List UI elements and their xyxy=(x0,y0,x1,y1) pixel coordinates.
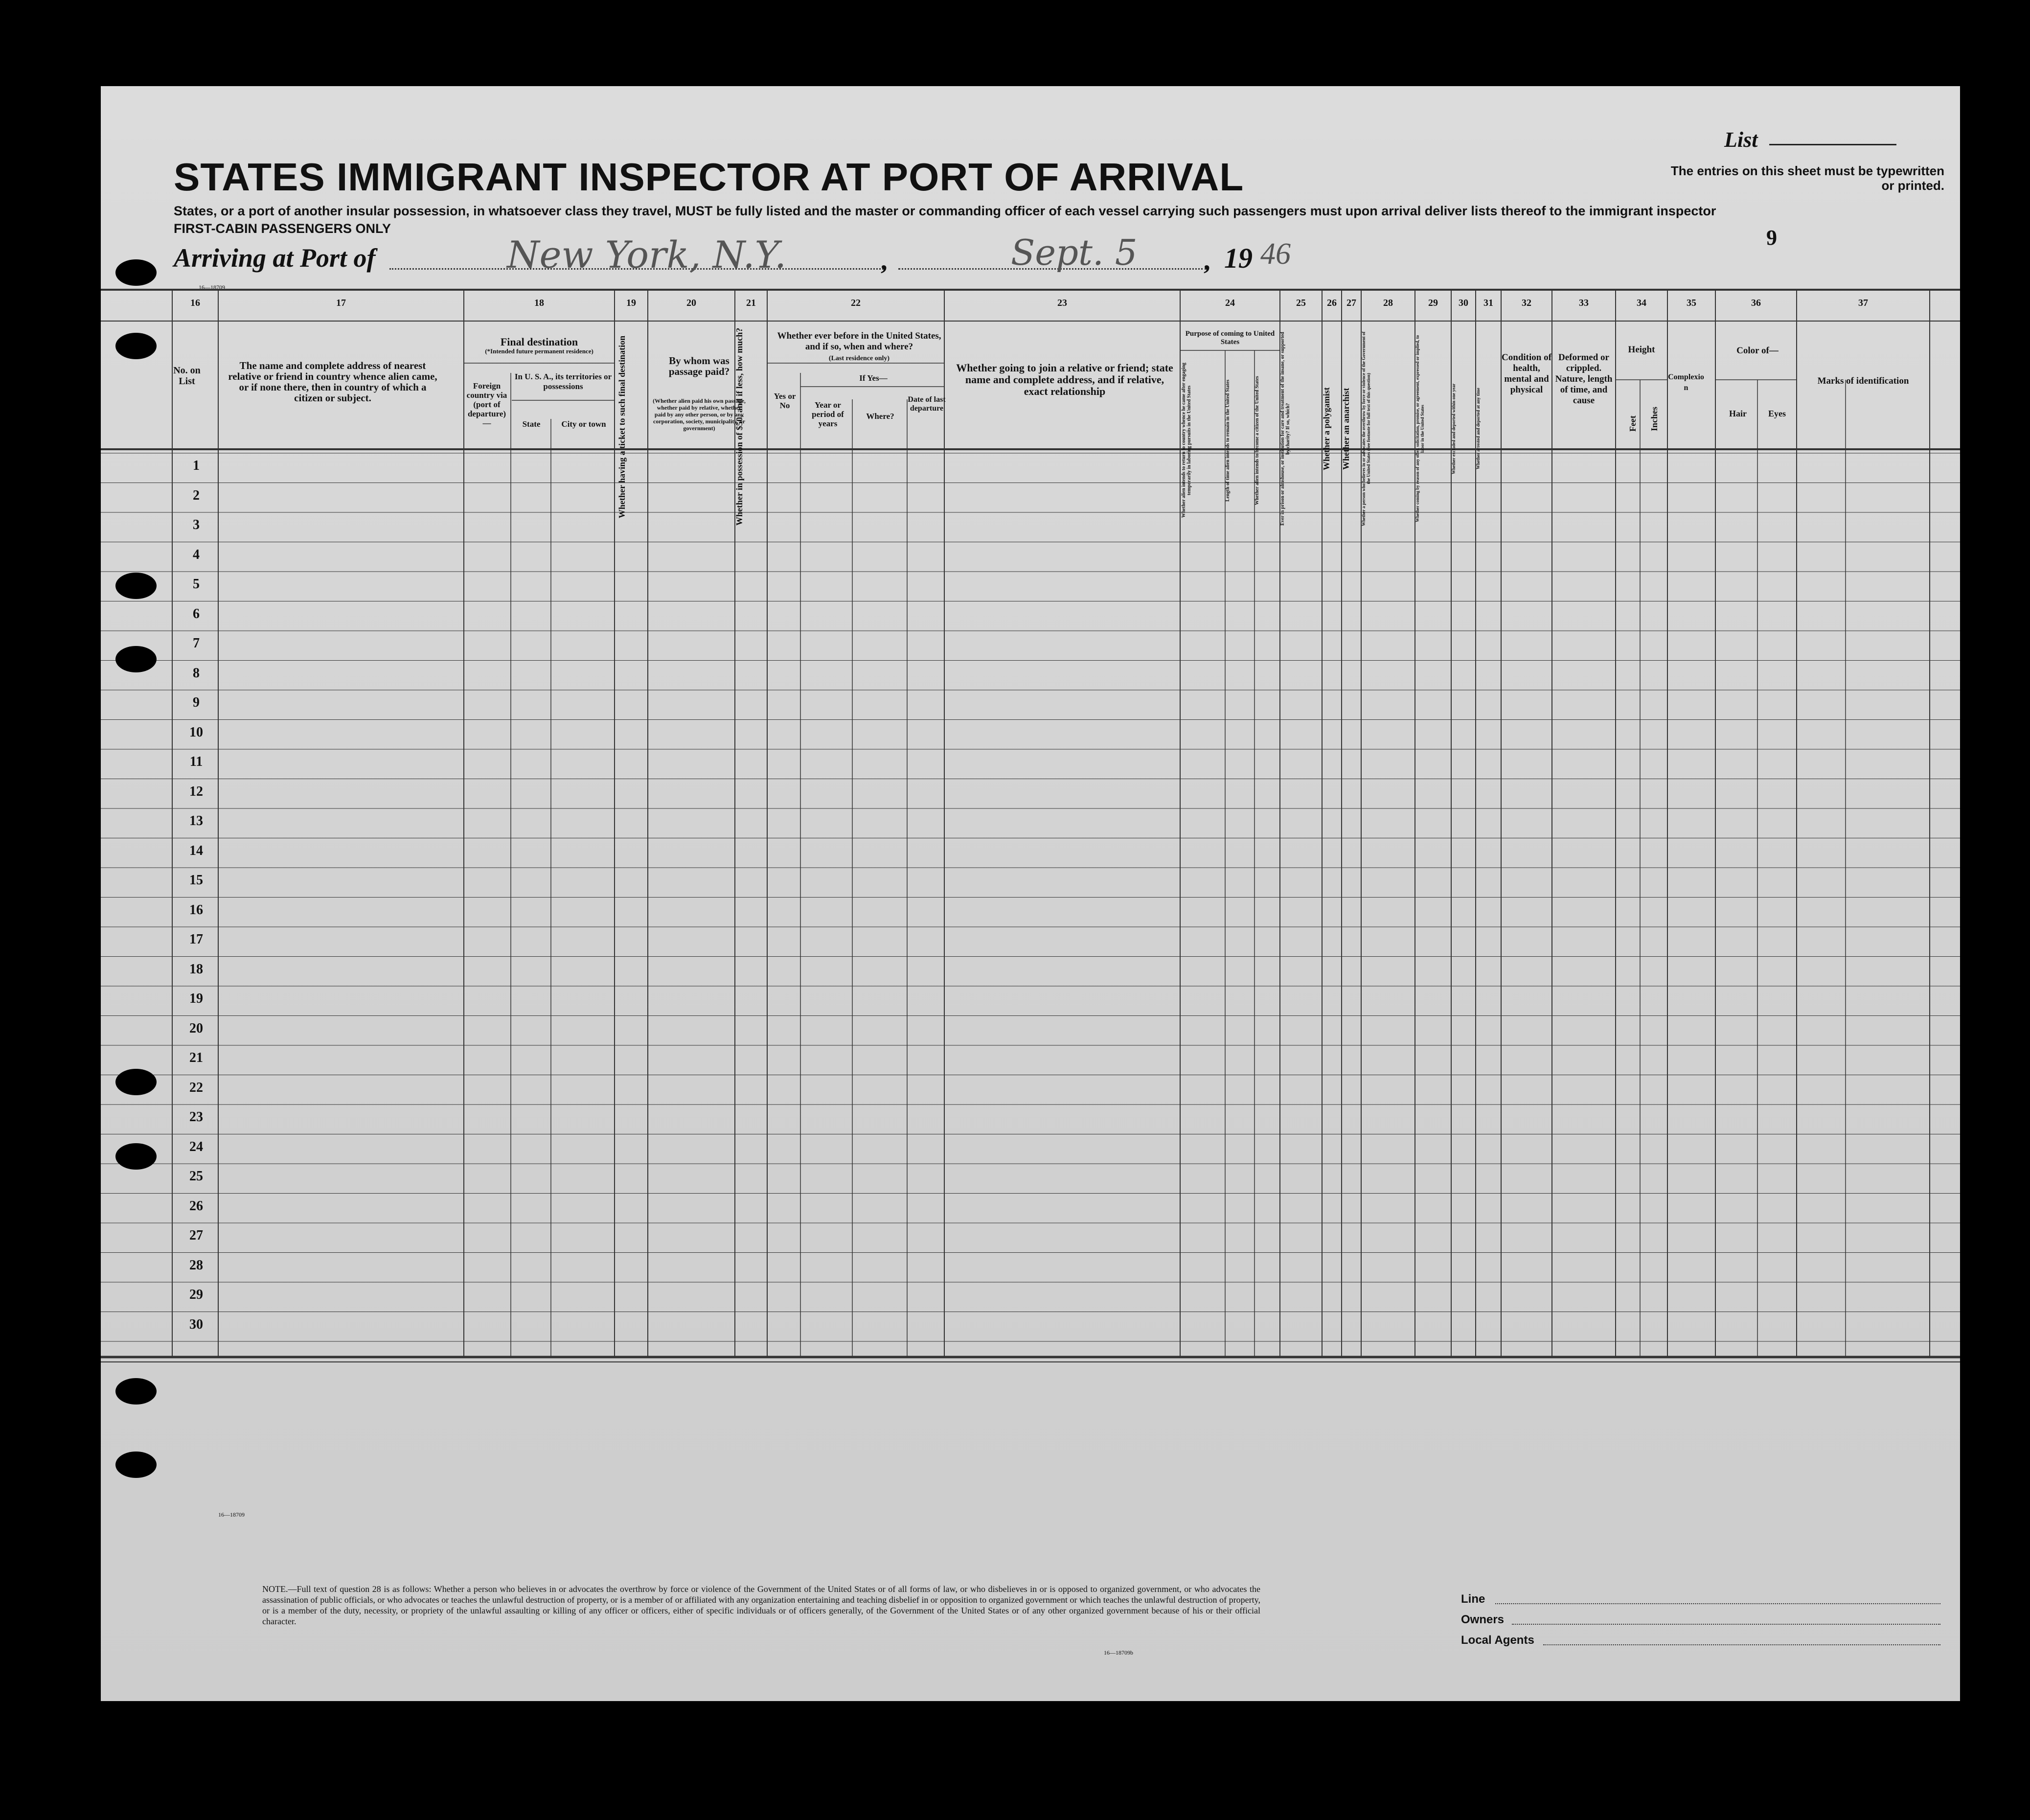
row-number: 1 xyxy=(193,458,200,473)
row-number: 23 xyxy=(189,1109,203,1125)
row-number: 24 xyxy=(189,1139,203,1154)
header-overthrow: Whether a person who believes in or advocates the overthrow by force or violence of the Government of the United States (See footnote for full text of this question) xyxy=(1361,331,1371,526)
punch-hole xyxy=(115,646,157,672)
arriving-label: Arriving at Port of xyxy=(174,243,376,273)
row-number: 10 xyxy=(189,724,203,740)
header-health: Condition of health, mental and physical xyxy=(1502,352,1551,395)
header-anarchist: Whether an anarchist xyxy=(1341,388,1351,470)
port-field[interactable]: New York, N.Y. xyxy=(507,233,787,276)
row-number: 22 xyxy=(189,1080,203,1095)
header-arrested: Whether arrested and deported at any time xyxy=(1476,388,1481,470)
header-state: State xyxy=(522,419,541,429)
manifest-sheet xyxy=(101,86,1960,1701)
row-number: 12 xyxy=(189,783,203,799)
header-excluded: Whether excluded and deported within one year xyxy=(1451,383,1456,474)
column-number-19: 19 xyxy=(626,298,636,308)
passenger-class-label: FIRST-CABIN PASSENGERS ONLY xyxy=(174,221,391,236)
header-marks: Marks of identification xyxy=(1817,376,1909,386)
header-ever-before: Whether ever before in the United States, and if so, when and where? xyxy=(777,331,941,352)
header-joining-relative: Whether going to join a relative or friend; state name and complete address, and if relative, exact relationship xyxy=(956,362,1173,397)
header-purpose-return: Whether alien intends to return to country whence he came after engaging temporarily in laboring pursuits in the United States xyxy=(1181,363,1192,518)
header-height: Height xyxy=(1628,345,1655,355)
punch-hole xyxy=(115,259,157,286)
column-number-22: 22 xyxy=(851,298,861,308)
header-prison: Ever in prison or almshouse, or institution for care and treatment of the insane, or supported by charity? If so, which? xyxy=(1280,332,1291,526)
column-number-32: 32 xyxy=(1522,298,1531,308)
row-number: 30 xyxy=(189,1316,203,1332)
footnote-form-number: 16—18709b xyxy=(1104,1649,1133,1656)
row-number: 3 xyxy=(193,517,200,532)
form-number-bottom: 16—18709 xyxy=(218,1511,245,1518)
header-hair: Hair xyxy=(1729,409,1747,418)
header-no-on-list: No. on List xyxy=(173,365,201,387)
separator-comma: , xyxy=(881,246,888,275)
line-label: Line xyxy=(1461,1592,1485,1606)
header-final-destination: Final destination xyxy=(500,336,578,348)
header-if-yes: If Yes— xyxy=(859,373,888,383)
row-number: 13 xyxy=(189,813,203,829)
footnote: NOTE.—Full text of question 28 is as follows: Whether a person who believes in or advocates the overthrow by force or violence of the Government of the United States or of all forms of law, or who disbelieves in or is opposed to organized government, or who advocates the assassination of public officials, or who advocates or teaches the unlawful destruction of property, or is a member of or affiliated with any organization entertaining and teaching disbelief in or opposition to organized government or which teaches the unlawful destruction of property, or is a member of the duty, necessity, or propriety of the unlawful assaulting or killing of any officer or officers, either of specific individuals or of officers generally, of the Government of the United States or of any other organized government because of his or their official character. xyxy=(262,1584,1260,1626)
header-where: Where? xyxy=(866,412,894,421)
row-number: 11 xyxy=(189,754,203,769)
header-deformed: Deformed or crippled. Nature, length of time, and cause xyxy=(1555,352,1613,406)
list-label: List xyxy=(1724,128,1758,152)
typewritten-note: The entries on this sheet must be typewritten or printed. xyxy=(1670,163,1944,193)
punch-hole xyxy=(115,1143,157,1170)
header-feet: Feet xyxy=(1628,415,1638,432)
header-nearest-relative: The name and complete address of nearest relative or friend in country whence alien came, or if none there, then in country of which a citizen or subject. xyxy=(228,360,437,404)
header-in-usa: In U. S. A., its territories or possessions xyxy=(514,372,612,391)
row-number: 29 xyxy=(189,1287,203,1302)
column-number-23: 23 xyxy=(1057,298,1067,308)
header-ticket: Whether having a ticket to such final destination xyxy=(617,335,627,518)
punch-hole xyxy=(115,573,157,599)
column-number-16: 16 xyxy=(190,298,200,308)
header-polygamist: Whether a polygamist xyxy=(1322,387,1331,470)
page-title: STATES IMMIGRANT INSPECTOR AT PORT OF ARRIVAL xyxy=(174,155,1244,199)
row-number: 6 xyxy=(193,606,200,622)
header-purpose-length: Length of time alien intends to remain in the United States xyxy=(1225,379,1231,502)
header-city: City or town xyxy=(561,419,606,429)
column-number-29: 29 xyxy=(1428,298,1438,308)
sheet-number: 9 xyxy=(1766,226,1777,250)
year-field[interactable]: 46 xyxy=(1260,237,1291,271)
row-number: 19 xyxy=(189,991,203,1006)
header-year-period: Year or period of years xyxy=(812,400,844,428)
header-complexion: Complexion xyxy=(1668,373,1704,392)
column-number-27: 27 xyxy=(1346,298,1356,308)
column-number-36: 36 xyxy=(1751,298,1761,308)
header-last-departure: Date of last departure xyxy=(908,395,946,413)
header-color-of: Color of— xyxy=(1736,346,1779,356)
owners-field[interactable] xyxy=(1512,1624,1940,1625)
header-foreign-country: Foreign country via (port of departure)— xyxy=(466,381,507,428)
local-agents-label: Local Agents xyxy=(1461,1634,1534,1647)
separator-comma: , xyxy=(1204,246,1210,275)
row-number: 27 xyxy=(189,1228,203,1243)
header-eyes: Eyes xyxy=(1768,409,1786,418)
column-number-20: 20 xyxy=(686,298,696,308)
row-number: 20 xyxy=(189,1020,203,1036)
date-field[interactable]: Sept. 5 xyxy=(1011,232,1138,273)
form-number: 16—18709 xyxy=(199,284,225,291)
row-number: 15 xyxy=(189,873,203,888)
header-passage-paid-note: (Whether alien paid his own passage, whether paid by relative, whether paid by any other person, or by any corporation, society, municipality, or government) xyxy=(653,397,746,432)
header-final-destination-note: (*Intended future permanent residence) xyxy=(485,347,593,355)
local-agents-field[interactable] xyxy=(1543,1644,1940,1645)
line-field[interactable] xyxy=(1495,1603,1940,1604)
column-number-31: 31 xyxy=(1483,298,1493,308)
punch-hole xyxy=(115,1451,157,1478)
row-number: 5 xyxy=(193,576,200,592)
column-number-28: 28 xyxy=(1383,298,1393,308)
column-number-34: 34 xyxy=(1637,298,1646,308)
row-number: 21 xyxy=(189,1050,203,1065)
header-fifty-dollars: Whether in possession of $50, and if less, how much? xyxy=(734,327,744,526)
row-number: 25 xyxy=(189,1169,203,1184)
punch-hole xyxy=(115,333,157,359)
column-number-37: 37 xyxy=(1858,298,1868,308)
row-number: 16 xyxy=(189,902,203,918)
column-number-25: 25 xyxy=(1296,298,1306,308)
row-number: 14 xyxy=(189,843,203,858)
header-labor-offer: Whether coming by reason of any offer, solicitation, promise, or agreement, expressed or implied, to labor in the United States xyxy=(1415,335,1425,523)
column-number-21: 21 xyxy=(746,298,756,308)
punch-hole xyxy=(115,1069,157,1095)
column-number-18: 18 xyxy=(534,298,544,308)
column-number-24: 24 xyxy=(1225,298,1235,308)
punch-hole xyxy=(115,1378,157,1405)
column-number-26: 26 xyxy=(1327,298,1337,308)
row-number: 26 xyxy=(189,1198,203,1214)
column-number-30: 30 xyxy=(1459,298,1468,308)
column-number-17: 17 xyxy=(336,298,346,308)
row-number: 2 xyxy=(193,487,200,503)
row-number: 28 xyxy=(189,1257,203,1273)
year-prefix: 19 xyxy=(1224,242,1253,274)
row-number: 18 xyxy=(189,961,203,977)
header-purpose: Purpose of coming to United States xyxy=(1185,330,1275,346)
header-purpose-citizen: Whether alien intends to become a citizen of the United States xyxy=(1254,376,1260,505)
row-number: 7 xyxy=(193,636,200,651)
manifest-grid xyxy=(101,86,1960,1701)
header-yes-no: Yes or No xyxy=(774,392,796,410)
owners-label: Owners xyxy=(1461,1613,1505,1626)
column-number-35: 35 xyxy=(1687,298,1696,308)
header-passage-paid: By whom was passage paid? xyxy=(668,355,730,377)
row-number: 17 xyxy=(189,932,203,947)
column-number-33: 33 xyxy=(1579,298,1589,308)
instructions-text: States, or a port of another insular possession, in whatsoever class they travel, MUST be fully listed and the master or commanding officer of each vessel carrying such passengers must upon arrival deliver lists thereof to the immigrant inspector xyxy=(174,204,1716,218)
row-number: 8 xyxy=(193,665,200,681)
header-ever-before-note: (Last residence only) xyxy=(828,355,890,362)
header-inches: Inches xyxy=(1649,407,1659,432)
row-number: 9 xyxy=(193,695,200,710)
row-number: 4 xyxy=(193,547,200,562)
